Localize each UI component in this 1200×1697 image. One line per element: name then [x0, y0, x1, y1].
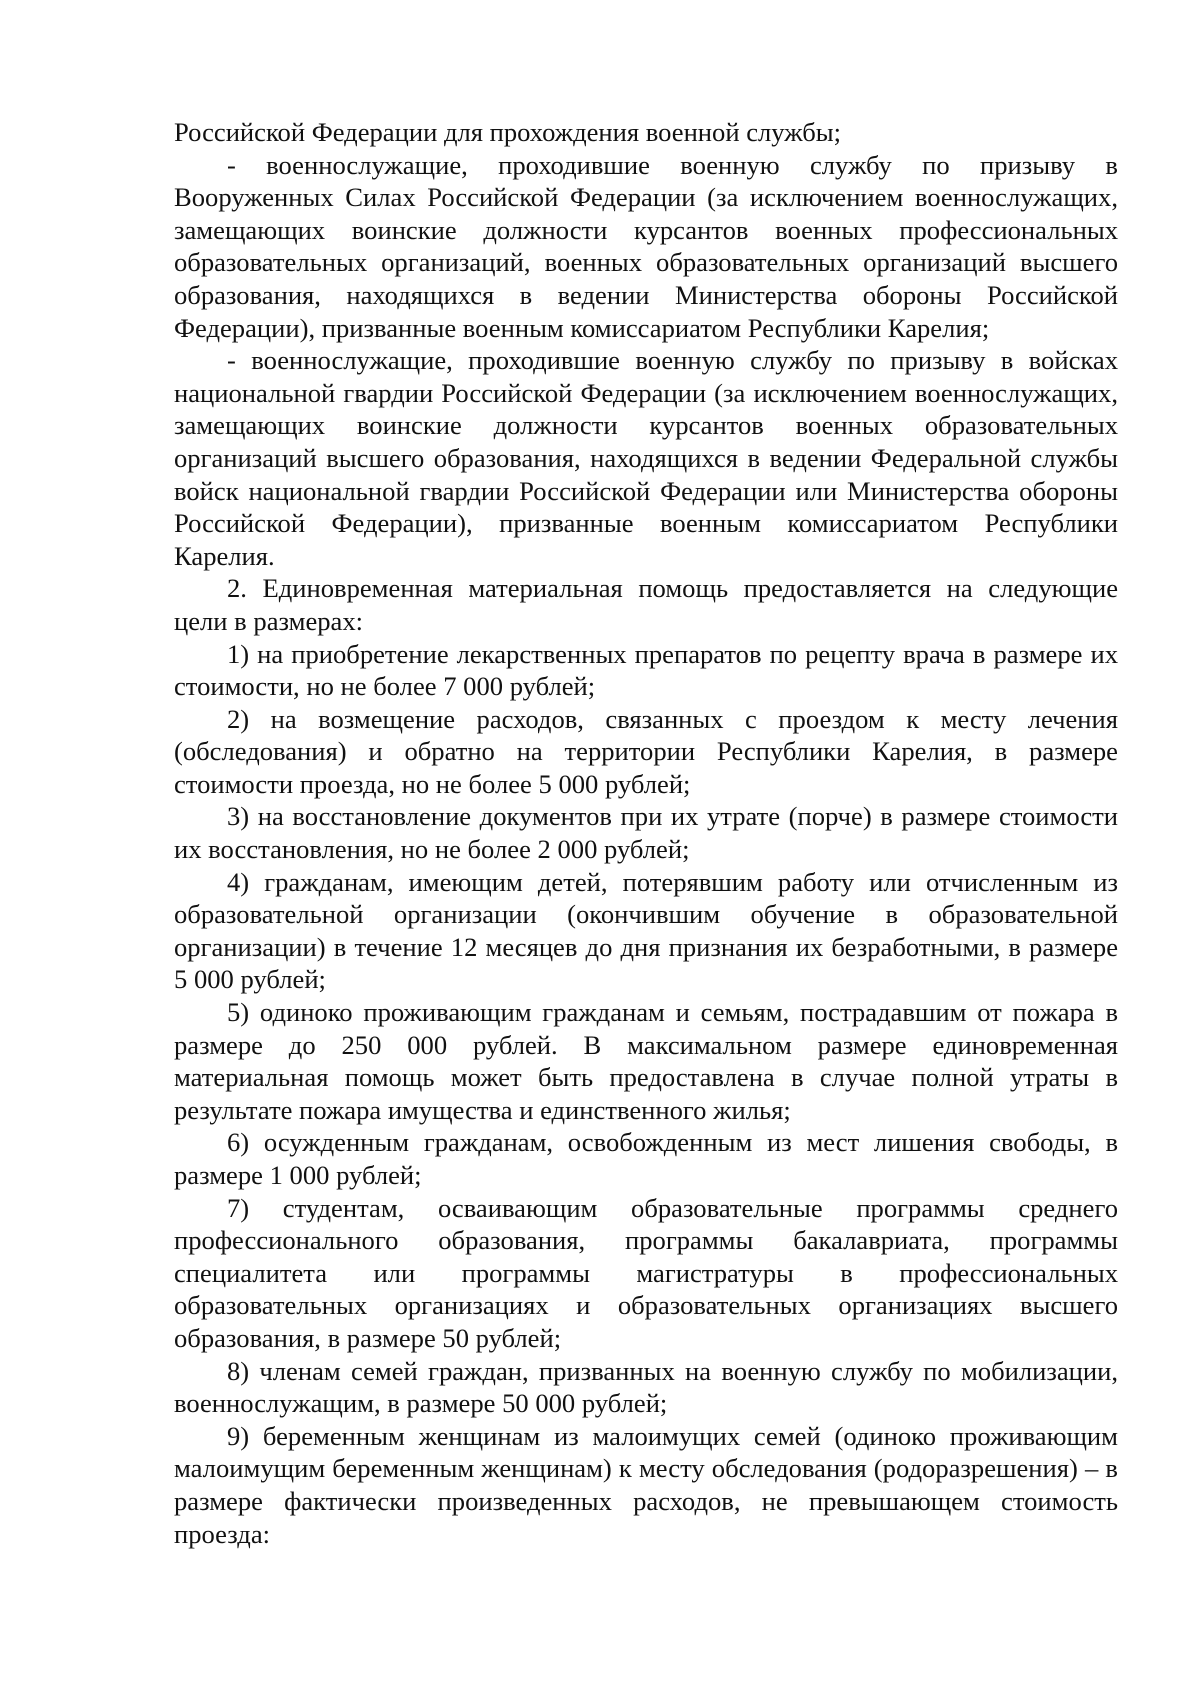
paragraph-point-5: 5) одиноко проживающим гражданам и семьям, пострадавшим от пожара в размере до 250 000 рублей. В максимальном размере единовременная материальная помощь может быть предоставлена в случае полной утраты в результате пожара имущества и единственного жилья;	[174, 997, 1118, 1125]
document-page	[174, 116, 1118, 1550]
paragraph-point-6: 6) осужденным гражданам, освобожденным из мест лишения свободы, в размере 1 000 рублей;	[174, 1127, 1118, 1190]
paragraph-point-8: 8) членам семей граждан, призванных на военную службу по мобилизации, военнослужащим, в размере 50 000 рублей;	[174, 1355, 1118, 1419]
paragraph-point-9: 9) беременным женщинам из малоимущих семей (одиноко проживающим малоимущим беременным женщинам) к месту обследования (родоразрешения) – в размере фактически произведенных расходов, не превышающем стоимость проезда:	[174, 1420, 1118, 1549]
paragraph-section-2: 2. Единовременная материальная помощь предоставляется на следующие цели в размерах:	[174, 573, 1118, 636]
paragraph-point-3: 3) на восстановление документов при их утрате (порче) в размере стоимости их восстановления, но не более 2 000 рублей;	[174, 801, 1118, 865]
paragraph-item-national-guard: - военнослужащие, проходившие военную службу по призыву в войсках национальной гвардии Российской Федерации (за исключением военнослужащих, замещающих воинские должности курсантов военных образовательных организаций высшего образования, находящихся в ведении Федеральной службы войск национальной гвардии Российской Федерации или Министерства обороны Российской Федерации), призванные военным комиссариатом Республики Карелия.	[174, 345, 1118, 571]
paragraph-point-7: 7) студентам, осваивающим образовательные программы среднего профессионального образования, программы бакалавриата, программы специалитета или программы магистратуры в профессиональных образовательных организациях и образовательных организациях высшего образования, в размере 50 рублей;	[174, 1192, 1118, 1353]
paragraph-continuation: Российской Федерации для прохождения военной службы;	[174, 117, 842, 147]
paragraph-point-2: 2) на возмещение расходов, связанных с проездом к месту лечения (обследования) и обратно на территории Республики Карелия, в размере стоимости проезда, но не более 5 000 рублей;	[174, 703, 1118, 799]
paragraph-point-1: 1) на приобретение лекарственных препаратов по рецепту врача в размере их стоимости, но не более 7 000 рублей;	[174, 638, 1118, 702]
paragraph-item-armed-forces: - военнослужащие, проходившие военную службу по призыву в Вооруженных Силах Российской Федерации (за исключением военнослужащих, замещающих воинские должности курсантов военных профессиональных образовательных организаций, военных образовательных организаций высшего образования, находящихся в ведении Министерства обороны Российской Федерации), призванные военным комиссариатом Республики Карелия;	[174, 149, 1118, 343]
paragraph-point-4: 4) гражданам, имеющим детей, потерявшим работу или отчисленным из образовательной организации (окончившим обучение в образовательной организации) в течение 12 месяцев до дня признания их безработными, в размере 5 000 рублей;	[174, 866, 1118, 995]
